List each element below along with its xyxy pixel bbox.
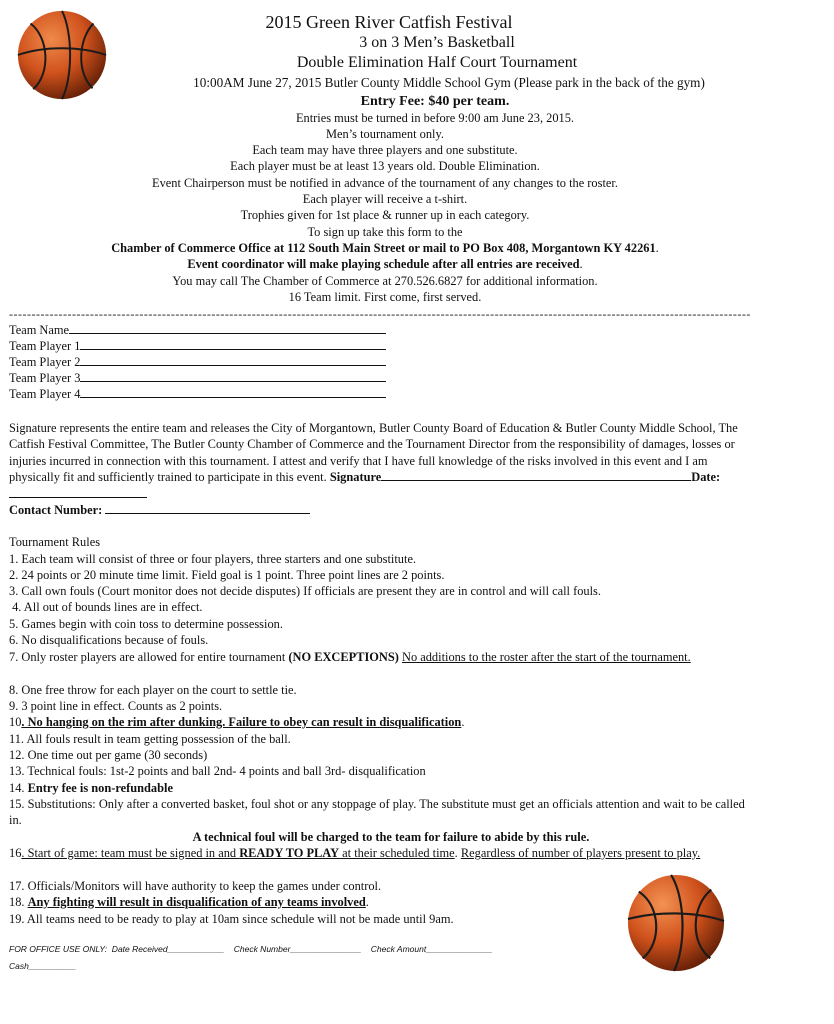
team-player-3-blank[interactable] xyxy=(80,370,386,382)
team-name-blank[interactable] xyxy=(69,322,386,334)
rule-item: 4. All out of bounds lines are in effect. xyxy=(9,600,203,614)
signature-label: Signature xyxy=(329,470,382,485)
contact-number-field[interactable] xyxy=(9,502,310,518)
team-player-2-blank[interactable] xyxy=(80,354,386,366)
rule-item: 11. All fouls result in team getting possession of the ball. xyxy=(9,732,291,746)
rule-item: 3. Call own fouls (Court monitor does not decide disputes) If officials are present they are in control and will call fouls. xyxy=(9,584,601,598)
entry-fee: Entry Fee: $40 per team. xyxy=(360,94,510,109)
rule-16-sep: . xyxy=(454,846,461,860)
rules-heading: Tournament Rules xyxy=(9,535,101,549)
team-player-1-blank[interactable] xyxy=(80,338,386,350)
rule-item: 15. Substitutions: Only after a converted basket, foul shot or any stoppage of play. The substitute must get an officials attention and wait to be called in. xyxy=(9,797,745,828)
rule-item: 9. 3 point line in effect. Counts as 2 points. xyxy=(9,699,223,713)
info-line: Men’s tournament only. xyxy=(326,127,444,141)
info-line: Event Chairperson must be notified in advance of the tournament of any changes to the roster. xyxy=(152,176,618,190)
team-name-label: Team Name xyxy=(9,323,70,337)
rule-16-text-3: Regardless of number of players present to play. xyxy=(460,846,701,860)
technical-foul-note: A technical foul will be charged to the team for failure to abide by this rule. xyxy=(192,830,590,844)
rule-item xyxy=(9,780,173,796)
rule-16-number: 16 xyxy=(9,846,22,860)
rule-16-text-2: at their scheduled time xyxy=(339,846,455,860)
punctuation: . xyxy=(655,241,659,255)
rule-item: 1. Each team will consist of three or four players, three starters and one substitute. xyxy=(9,552,417,566)
page-title: 2015 Green River Catfish Festival xyxy=(265,12,513,32)
team-player-3-field[interactable] xyxy=(9,370,386,386)
rule-10-text: . No hanging on the rim after dunking. Failure to obey can result in disqualification xyxy=(21,715,462,729)
rule-18-text: Any fighting will result in disqualification of any teams involved xyxy=(27,895,366,909)
rule-7-emphasis: (NO EXCEPTIONS) xyxy=(288,650,399,664)
info-line: Each player will receive a t-shirt. xyxy=(302,192,468,206)
rule-10-number: 10 xyxy=(9,715,22,729)
team-player-2-label: Team Player 2 xyxy=(9,355,81,369)
rule-item xyxy=(9,894,369,910)
rule-item: 19. All teams need to be ready to play at 10am since schedule will not be made until 9am. xyxy=(9,912,454,926)
team-player-4-blank[interactable] xyxy=(80,386,386,398)
info-line: Each player must be at least 13 years old. Double Elimination. xyxy=(230,159,540,173)
rule-item: 17. Officials/Monitors will have authority to keep the games under control. xyxy=(9,879,382,893)
call-line: You may call The Chamber of Commerce at 270.526.6827 for additional information. xyxy=(172,274,598,288)
team-player-1-label: Team Player 1 xyxy=(9,339,81,353)
team-player-2-field[interactable] xyxy=(9,354,386,370)
office-use-line: FOR OFFICE USE ONLY: Date Received____________ Check Number_______________ Check Amount______________ xyxy=(9,944,493,954)
cut-divider: --------------------------------------------------------------------------------------------------------------------------------------------------------------------- xyxy=(9,307,751,321)
info-line: Trophies given for 1st place & runner up in each category. xyxy=(240,208,530,222)
waiver-text xyxy=(9,420,757,502)
rule-item xyxy=(9,649,757,666)
team-player-1-field[interactable] xyxy=(9,338,386,354)
team-name-field[interactable] xyxy=(9,322,386,338)
coordinator-note-text: Event coordinator will make playing schedule after all entries are received xyxy=(187,257,580,271)
limit-line: 16 Team limit. First come, first served. xyxy=(288,290,482,304)
info-line: Each team may have three players and one substitute. xyxy=(252,143,518,157)
rule-16-text: . Start of game: team must be signed in and xyxy=(21,846,240,860)
team-player-4-label: Team Player 4 xyxy=(9,387,81,401)
rule-item: 12. One time out per game (30 seconds) xyxy=(9,748,208,762)
waiver-body: Signature represents the entire team and releases the City of Morgantown, Butler County Board of Education & Butler County Middle School, The Catfish Festival Committee, The Butler County Chamber of Commerce and the Tournament Director from the responsibility of damages, losses or injuries incurred in connection with this tournament. I attest and verify that I have full knowledge of the risks involved in this event and I am physically fit and sufficiently trained to participate in this event. xyxy=(9,421,738,485)
rule-item: 5. Games begin with coin toss to determine possession. xyxy=(9,617,283,631)
event-type: Double Elimination Half Court Tournament xyxy=(296,54,578,71)
rule-item xyxy=(9,845,757,862)
punctuation: . xyxy=(461,715,465,729)
rule-16-emphasis: READY TO PLAY xyxy=(239,846,340,860)
team-player-3-label: Team Player 3 xyxy=(9,371,81,385)
punctuation: . xyxy=(579,257,583,271)
info-line: Entries must be turned in before 9:00 am June 23, 2015. xyxy=(295,111,575,125)
rule-item: 8. One free throw for each player on the court to settle tie. xyxy=(9,683,297,697)
chamber-address xyxy=(0,240,770,256)
basketball-icon xyxy=(627,874,725,972)
rule-item xyxy=(9,714,464,730)
punctuation: . xyxy=(365,895,369,909)
rule-14-number: 14. xyxy=(9,781,28,795)
rule-7-text: 7. Only roster players are allowed for entire tournament xyxy=(9,650,289,664)
coordinator-note xyxy=(0,256,770,272)
signature-blank[interactable] xyxy=(381,469,691,481)
office-use-cash: Cash__________ xyxy=(9,961,77,971)
team-player-4-field[interactable] xyxy=(9,386,386,402)
rule-14-text: Entry fee is non-refundable xyxy=(27,781,173,795)
info-line: To sign up take this form to the xyxy=(307,225,463,239)
date-label: Date: xyxy=(691,470,721,485)
chamber-address-text: Chamber of Commerce Office at 112 South Main Street or mail to PO Box 408, Morgantown KY 42261 xyxy=(111,241,656,255)
contact-number-label: Contact Number: xyxy=(9,503,103,517)
date-blank[interactable] xyxy=(9,486,147,498)
rule-item: 13. Technical fouls: 1st-2 points and ball 2nd- 4 points and ball 3rd- disqualification xyxy=(9,764,426,778)
rule-7-underlined: No additions to the roster after the start of the tournament. xyxy=(402,650,691,664)
rule-item: 6. No disqualifications because of fouls. xyxy=(9,633,209,647)
rule-18-number: 18. xyxy=(9,895,28,909)
contact-number-blank[interactable] xyxy=(105,502,310,514)
rule-item: 2. 24 points or 20 minute time limit. Field goal is 1 point. Three point lines are 2 points. xyxy=(9,568,445,582)
page-subtitle: 3 on 3 Men’s Basketball xyxy=(359,34,515,51)
time-location: 10:00AM June 27, 2015 Butler County Middle School Gym (Please park in the back of the gym) xyxy=(193,75,705,90)
